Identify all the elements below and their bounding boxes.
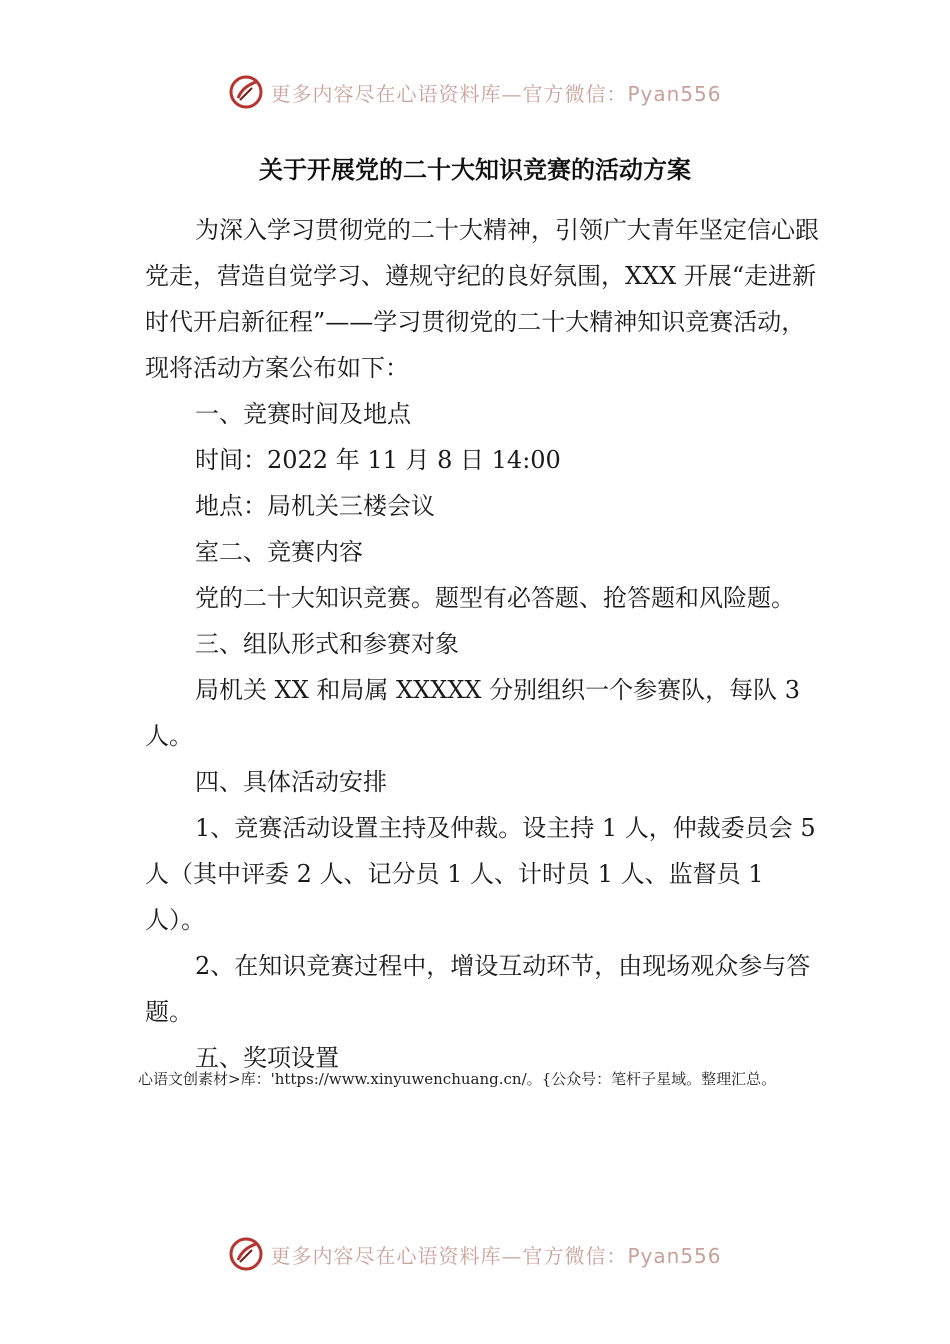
footer-banner — [0, 1232, 950, 1276]
paragraph: 一、竞赛时间及地点 — [195, 400, 411, 428]
banner-slogan: 更多内容尽在心语资料库—官方微信： — [270, 81, 628, 106]
paragraph: 局机关 XX 和局属 XXXXX 分别组织一个参赛队，每队 3 人。 — [145, 676, 801, 750]
banner-wechat-handle: Pyan556 — [627, 81, 722, 106]
banner-wechat-handle: Pyan556 — [627, 1243, 722, 1268]
paragraph: 室二、竞赛内容 — [195, 538, 363, 566]
paragraph: 地点：局机关三楼会议 — [195, 492, 435, 520]
paragraph: 三、组队形式和参赛对象 — [195, 630, 459, 658]
header-banner — [0, 70, 950, 114]
banner-slogan: 更多内容尽在心语资料库—官方微信： — [270, 1243, 628, 1268]
paragraph: 1、竞赛活动设置主持及仲裁。设主持 1 人，仲裁委员会 5 人（其中评委 2 人、记分员 1 人、计时员 1 人、监督员 1 人）。 — [145, 814, 816, 934]
document-title: 关于开展党的二十大知识竞赛的活动方案 — [259, 156, 691, 184]
banner-text — [270, 1240, 721, 1269]
paragraph: 为深入学习贯彻党的二十大精神，引领广大青年坚定信心跟党走，营造自觉学习、遵规守纪的良好氛围，XXX 开展“走进新时代开启新征程”——学习贯彻党的二十大精神知识竞赛活动，现将活动方案公布如下： — [145, 216, 819, 382]
paragraph: 2、在知识竞赛过程中，增设互动环节，由现场观众参与答题。 — [145, 952, 811, 1026]
banner-text — [270, 78, 721, 107]
paragraph: 四、具体活动安排 — [195, 768, 387, 796]
paragraph: 五、奖项设置 — [195, 1044, 339, 1072]
brand-logo-icon — [228, 74, 264, 110]
paragraph: 党的二十大知识竞赛。题型有必答题、抢答题和风险题。 — [195, 584, 795, 612]
brand-logo-icon — [228, 1236, 264, 1272]
paragraph: 时间：2022 年 11 月 8 日 14:00 — [195, 446, 561, 474]
footer-note: 心语文创素材>库：'https://www.xinyuwenchuang.cn/。{公众号：笔杆子星域。整理汇总。 — [138, 1070, 777, 1088]
document-body — [145, 207, 825, 1081]
